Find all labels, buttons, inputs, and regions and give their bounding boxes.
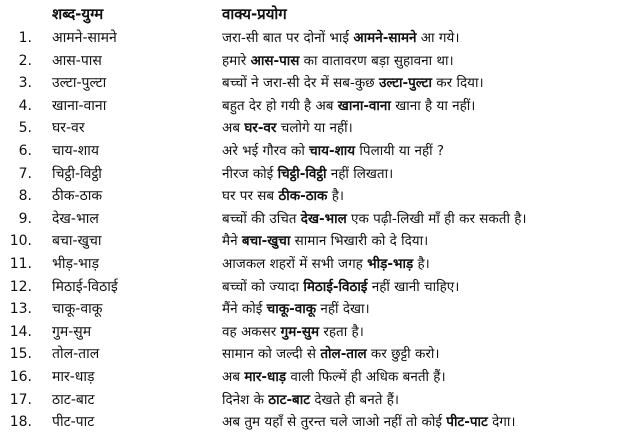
row-number: 5. — [18, 120, 32, 137]
row-number: 18. — [9, 414, 32, 431]
sentence-suffix: वाली फिल्में ही अधिक बनती हैं। — [286, 368, 446, 385]
table-row — [0, 411, 642, 434]
table-row — [0, 343, 642, 366]
usage-sentence — [222, 298, 370, 321]
usage-sentence — [222, 230, 428, 253]
sentence-prefix: नीरज कोई — [222, 165, 278, 182]
word-pair: मिठाई-विठाई — [52, 278, 118, 295]
sentence-word-pair: पीट-पाट — [446, 414, 488, 431]
sentence-suffix: है। — [413, 255, 430, 272]
table-row — [0, 366, 642, 389]
sentence-prefix: सामान को जल्दी से — [222, 346, 321, 363]
sentence-word-pair: चाय-शाय — [309, 142, 356, 159]
table-row — [0, 50, 642, 73]
sentence-prefix: मैने — [222, 233, 242, 250]
table-row — [0, 230, 642, 253]
usage-sentence — [222, 117, 353, 140]
word-pair: ठाट-बाट — [52, 391, 95, 408]
sentence-word-pair: घर-वर — [244, 120, 277, 137]
usage-sentence — [222, 185, 344, 208]
usage-sentence — [222, 276, 459, 299]
table-row — [0, 208, 642, 231]
sentence-word-pair: चाकू-वाकू — [266, 301, 317, 318]
table-header — [0, 4, 642, 26]
row-number: 16. — [9, 368, 32, 385]
word-pair: ठीक-ठाक — [52, 188, 103, 205]
sentence-suffix: पिलायी या नहीं ? — [355, 142, 445, 159]
sentence-prefix: वह अकसर — [222, 323, 281, 340]
sentence-suffix: नहीं खानी चाहिए। — [367, 278, 460, 295]
row-number: 9. — [18, 210, 32, 227]
word-pair: मार-धाड़ — [52, 368, 95, 385]
sentence-suffix: रहता है। — [319, 323, 364, 340]
row-number: 3. — [18, 75, 32, 92]
table-row — [0, 117, 642, 140]
usage-sentence — [222, 27, 459, 50]
sentence-word-pair: ठाट-बाट — [268, 391, 311, 408]
table-row — [0, 253, 642, 276]
usage-sentence — [222, 50, 454, 73]
sentence-prefix: मैंने कोई — [222, 301, 267, 318]
word-pair: आमने-सामने — [52, 30, 117, 46]
word-pair: तोल-ताल — [52, 346, 100, 363]
sentence-word-pair: भीड़-भाड़ — [367, 255, 414, 272]
word-pair: बचा-खुचा — [52, 233, 102, 250]
table-row — [0, 298, 642, 321]
sentence-word-pair: तोल-ताल — [320, 346, 367, 363]
row-number: 1. — [18, 30, 32, 46]
sentence-prefix: अब — [222, 120, 245, 137]
word-pair: देख-भाल — [52, 210, 99, 227]
sentence-word-pair: मार-धाड़ — [244, 368, 287, 385]
sentence-prefix: बच्चों को ज्यादा — [222, 278, 304, 295]
sentence-suffix: कर दिया। — [431, 75, 484, 92]
row-number: 13. — [9, 301, 32, 318]
sentence-prefix: बच्चों की उचित — [222, 210, 301, 227]
row-number: 6. — [18, 142, 32, 159]
row-number: 12. — [9, 278, 32, 295]
word-pair: उल्टा-पुल्टा — [52, 75, 107, 92]
word-pair: घर-वर — [52, 120, 85, 137]
word-pair: चाकू-वाकू — [52, 301, 103, 318]
sentence-suffix: देगा। — [487, 414, 516, 431]
sentence-word-pair: खाना-वाना — [337, 97, 391, 114]
row-number: 8. — [18, 188, 32, 205]
usage-sentence — [222, 208, 527, 231]
row-number: 4. — [18, 97, 32, 114]
header-usage: वाक्य-प्रयोग — [222, 5, 287, 23]
word-pair: भीड़-भाड़ — [52, 255, 99, 272]
sentence-prefix: आजकल शहरों में सभी जगह — [222, 255, 368, 272]
table-body — [0, 27, 642, 434]
sentence-prefix: दिनेश के — [222, 391, 269, 408]
sentence-prefix: अब तुम यहाँ से तुरन्त चले जाओ नहीं तो कोई — [222, 414, 447, 431]
sentence-suffix: आ गये। — [416, 30, 460, 46]
sentence-suffix: नहीं लिखता। — [326, 165, 394, 182]
word-pair: खाना-वाना — [52, 97, 107, 114]
sentence-suffix: चलोगे या नहीं। — [276, 120, 353, 137]
sentence-word-pair: उल्टा-पुल्टा — [378, 75, 432, 92]
sentence-suffix: नहीं देखा। — [316, 301, 370, 318]
sentence-prefix: बहुत देर हो गयी है अब — [222, 97, 338, 114]
table-row — [0, 95, 642, 118]
word-pair: पीट-पाट — [52, 414, 95, 431]
sentence-word-pair: गुम-सुम — [280, 323, 320, 340]
sentence-word-pair: आमने-सामने — [353, 30, 417, 46]
sentence-word-pair: ठीक-ठाक — [278, 188, 328, 205]
usage-sentence — [222, 389, 399, 412]
usage-sentence — [222, 72, 484, 95]
usage-sentence — [222, 163, 393, 186]
usage-sentence — [222, 366, 446, 389]
table-row — [0, 321, 642, 344]
table-row — [0, 72, 642, 95]
usage-sentence — [222, 95, 475, 118]
usage-sentence — [222, 140, 444, 163]
sentence-prefix: हमारे — [222, 52, 251, 69]
sentence-prefix: घर पर सब — [222, 188, 279, 205]
usage-sentence — [222, 253, 430, 276]
row-number: 7. — [18, 165, 32, 182]
sentence-suffix: एक पढ़ी-लिखी माँ ही कर सकती है। — [346, 210, 527, 227]
word-pair: चाय-शाय — [52, 142, 99, 159]
sentence-suffix: कर छुट्टी करो। — [366, 346, 440, 363]
row-number: 15. — [9, 346, 32, 363]
sentence-suffix: देखते ही बनते हैं। — [310, 391, 399, 408]
word-pair: चिट्ठी-विट्ठी — [52, 165, 102, 182]
sentence-word-pair: बचा-खुचा — [241, 233, 291, 250]
sentence-suffix: का वातावरण बड़ा सुहावना था। — [299, 52, 454, 69]
sentence-suffix: है। — [327, 188, 345, 205]
header-word-pair: शब्द-युग्म — [52, 5, 104, 23]
row-number: 10. — [9, 233, 32, 250]
row-number: 17. — [9, 391, 32, 408]
sentence-word-pair: मिठाई-विठाई — [303, 278, 368, 295]
table-row — [0, 27, 642, 50]
sentence-suffix: खाना है या नहीं। — [390, 97, 476, 114]
row-number: 2. — [18, 52, 32, 69]
sentence-prefix: जरा-सी बात पर दोनों भाई — [222, 30, 354, 46]
sentence-suffix: सामान भिखारी को दे दिया। — [290, 233, 429, 250]
table-row — [0, 276, 642, 299]
table-row — [0, 163, 642, 186]
table-row — [0, 140, 642, 163]
usage-sentence — [222, 321, 364, 344]
row-number: 11. — [9, 255, 32, 272]
sentence-word-pair: देख-भाल — [300, 210, 347, 227]
sentence-prefix: अब — [222, 368, 245, 385]
sentence-word-pair: आस-पास — [250, 52, 300, 69]
table-row — [0, 185, 642, 208]
word-pair: गुम-सुम — [52, 323, 92, 340]
usage-sentence — [222, 411, 516, 434]
word-pair: आस-पास — [52, 52, 102, 69]
sentence-word-pair: चिट्ठी-विट्ठी — [277, 165, 327, 182]
row-number: 14. — [9, 323, 32, 340]
usage-sentence — [222, 343, 439, 366]
sentence-prefix: अरे भई गौरव को — [222, 142, 310, 159]
table-row — [0, 389, 642, 412]
sentence-prefix: बच्चों ने जरा-सी देर में सब-कुछ — [222, 75, 379, 92]
